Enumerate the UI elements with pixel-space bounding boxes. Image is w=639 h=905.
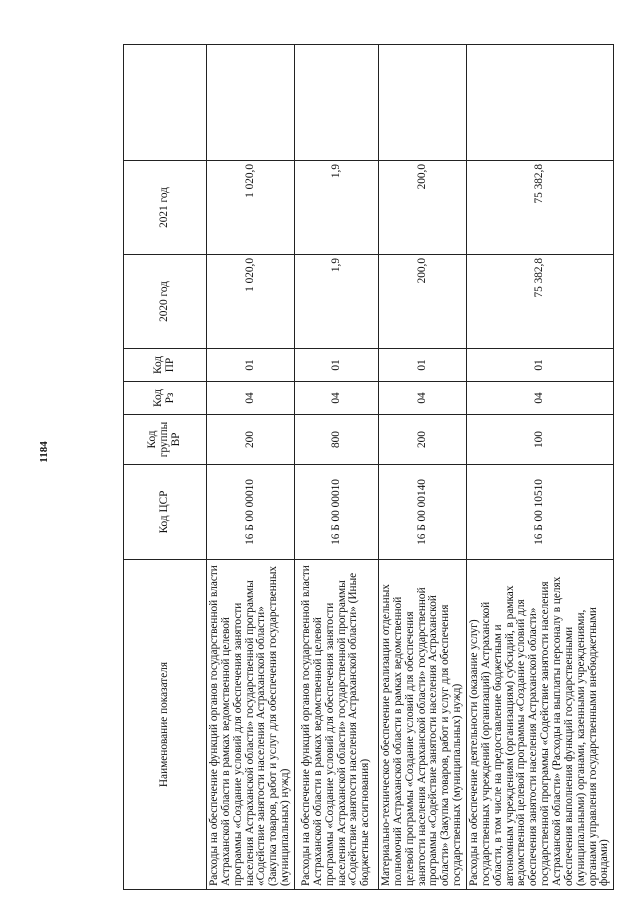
blank-cell: [124, 45, 207, 161]
row-csr: 16 Б 00 10510: [467, 465, 614, 560]
header-row: [124, 45, 207, 890]
row-csr: 16 Б 00 00010: [295, 465, 379, 560]
row-name: Расходы на обеспечение деятельности (оказание услуг) государственных учреждений (организаций) Астраханской области, в том числе на предоставление бюджетным и автономным учреждениям (организациям) субсидий, в рамках ведомственной целевой программы «Создание условий для обеспечения занятости населения Астраханской области» государственной программы «Содействие занятости населения Астраханской области» (Расходы на выплаты персоналу в целях обеспечения выполнения функций государственными (муниципальными) органами, казенными учреждениями, органами управления государственными внебюджетными фондами): [467, 560, 614, 890]
row-2020: 1,9: [295, 255, 379, 349]
row-vr: 800: [295, 415, 379, 465]
table-row: [467, 45, 614, 890]
row-vr: 100: [467, 415, 614, 465]
table-row: [295, 45, 379, 890]
row-2021: 1 020,0: [207, 161, 295, 255]
row-2021: 1,9: [295, 161, 379, 255]
table-row: [207, 45, 295, 890]
row-name: Материально-техническое обеспечение реализации отдельных полномочий Астраханской области в рамках ведомственной целевой программы «Создание условий для обеспечения занятости населения Астраханской области» государственной программы «Содействие занятости населения Астраханской области» (Закупка товаров, работ и услуг для обеспечения государственных (муниципальных) нужд): [379, 560, 467, 890]
header-vr: Код группы ВР: [124, 415, 207, 465]
header-pr: Код ПР: [124, 349, 207, 382]
row-name: Расходы на обеспечение функций органов государственной власти Астраханской области в рамках ведомственной целевой программы «Создание условий для обеспечения занятости населения Астраханской области» государственной программы «Содействие занятости населения Астраханской области» (Закупка товаров, работ и услуг для обеспечения государственных (муниципальных) нужд): [207, 560, 295, 890]
row-rz: 04: [379, 382, 467, 415]
header-2021: 2021 год: [124, 161, 207, 255]
header-name: Наименование показателя: [124, 560, 207, 890]
row-2021: 75 382,8: [467, 161, 614, 255]
row-pr: 01: [467, 349, 614, 382]
row-vr: 200: [379, 415, 467, 465]
row-rz: 04: [295, 382, 379, 415]
row-csr: 16 Б 00 00010: [207, 465, 295, 560]
row-pr: 01: [207, 349, 295, 382]
row-csr: 16 Б 00 00140: [379, 465, 467, 560]
row-2021: 200,0: [379, 161, 467, 255]
row-2020: 75 382,8: [467, 255, 614, 349]
row-pr: 01: [295, 349, 379, 382]
page-number: 1184: [38, 441, 50, 463]
row-2020: 1 020,0: [207, 255, 295, 349]
row-vr: 200: [207, 415, 295, 465]
rotated-table-container: [123, 45, 611, 890]
header-2020: 2020 год: [124, 255, 207, 349]
header-rz: Код Рз: [124, 382, 207, 415]
budget-table: [123, 44, 614, 890]
row-name: Расходы на обеспечение функций органов государственной власти Астраханской области в рамках ведомственной целевой программы «Создание условий для обеспечения занятости населения Астраханской области» государственной программы «Содействие занятости населения Астраханской области» (Иные бюджетные ассигнования): [295, 560, 379, 890]
row-2020: 200,0: [379, 255, 467, 349]
table-row: [379, 45, 467, 890]
header-csr: Код ЦСР: [124, 465, 207, 560]
row-rz: 04: [467, 382, 614, 415]
row-rz: 04: [207, 382, 295, 415]
row-pr: 01: [379, 349, 467, 382]
